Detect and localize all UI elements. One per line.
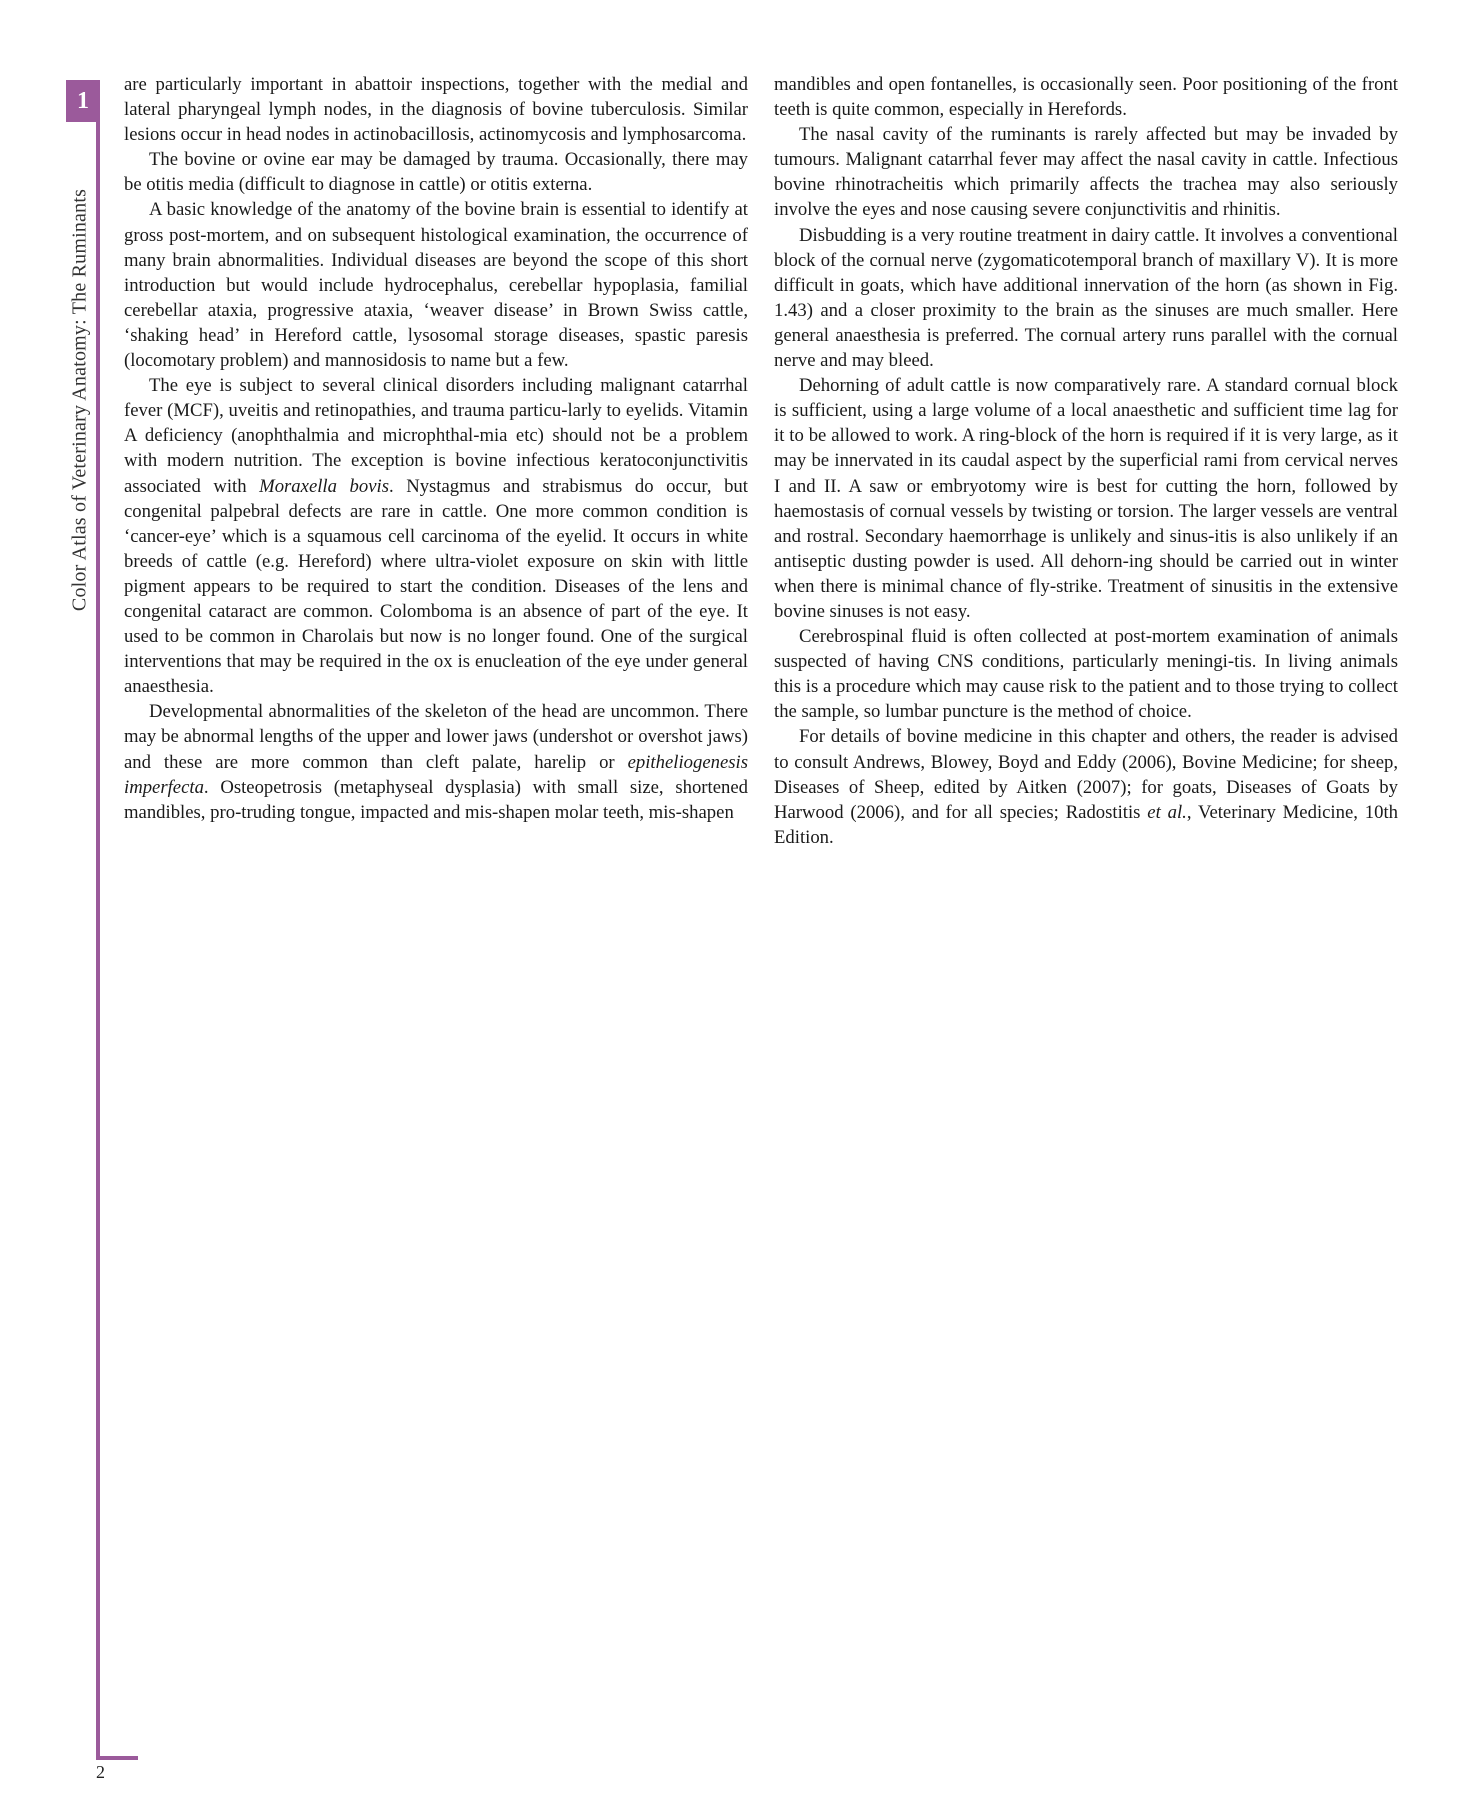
paragraph bbox=[124, 699, 748, 824]
text-run: . Osteopetrosis (metaphyseal dysplasia) with small size, shortened mandibles, pro-truding tongue, impacted and mis-shapen molar teeth, mis-shapen bbox=[124, 776, 748, 823]
page-number: 2 bbox=[96, 1762, 105, 1782]
paragraph: The nasal cavity of the ruminants is rarely affected but may be invaded by tumours. Malignant catarrhal fever may affect the nasal cavity in cattle. Infectious bovine rhinotracheitis which primarily affects the trachea may also seriously involve the eyes and nose causing severe conjunctivitis and rhinitis. bbox=[774, 124, 1398, 221]
italic-term: Moraxella bovis bbox=[259, 475, 389, 497]
chapter-number-badge: 1 bbox=[66, 80, 100, 122]
paragraph: Disbudding is a very routine treatment in dairy cattle. It involves a conventional block of the cornual nerve (zygomaticotemporal branch of maxillary V). It is more difficult in goats, which have additional innervation of the horn (as shown in Fig. 1.43) and a closer proximity to the brain as the sinuses are much smaller. Here general anaesthesia is preferred. The cornual artery runs parallel with the cornual nerve and may bleed. bbox=[774, 224, 1398, 372]
paragraph: are particularly important in abattoir inspections, together with the medial and lateral pharyngeal lymph nodes, in the diagnosis of bovine tuberculosis. Similar lesions occur in head nodes in actinobacillosis, actinomycosis and lymphosarcoma. bbox=[124, 74, 748, 146]
left-text-column bbox=[124, 72, 748, 825]
text-run: The eye is subject to several clinical disorders including malignant catarrhal fever (MCF), uveitis and retinopathies, and trauma particu-larly to eyelids. Vitamin A deficiency (anophthalmia and microphthal-mia etc) should not be a problem with modern nutrition. The exception is bovine infectious keratoconjunctivitis associated with bbox=[124, 375, 748, 497]
text-run: . Nystagmus and strabismus do occur, but congenital palpebral defects are rare in cattle. One more common condition is ‘cancer-eye’ which is a squamous cell carcinoma of the eyelid. It occurs in white breeds of cattle (e.g. Hereford) where ultra-violet exposure on skin with little pigment appears to be required to start the condition. Diseases of the lens and congenital cataract are common. Colomboma is an absence of part of the eye. It used to be common in Charolais but now is no longer found. One of the surgical interventions that may be required in the ox is enucleation of the eye under general anaesthesia. bbox=[124, 475, 748, 698]
paragraph: The bovine or ovine ear may be damaged by trauma. Occasionally, there may be otitis media (difficult to diagnose in cattle) or otitis externa. bbox=[124, 149, 748, 196]
side-margin-rule bbox=[96, 122, 100, 1760]
italic-term: epitheliogenesis imperfecta bbox=[124, 751, 748, 798]
text-run: For details of bovine medicine in this chapter and others, the reader is advised to consult Andrews, Blowey, Boyd and Eddy (2006), Bovine Medicine; for sheep, Diseases of Sheep, edited by Aitken (2007); for goats, Diseases of Goats by Harwood (2006), and for all species; Radostitis bbox=[774, 726, 1398, 823]
text-run: Developmental abnormalities of the skeleton of the head are uncommon. There may be abnormal lengths of the upper and lower jaws (undershot or overshot jaws) and these are more common than cleft palate, harelip or bbox=[124, 701, 748, 773]
bottom-margin-rule bbox=[96, 1756, 138, 1760]
text-run: , Veterinary Medicine, 10th Edition. bbox=[774, 801, 1398, 848]
italic-term: et al. bbox=[1147, 801, 1187, 823]
running-head: Color Atlas of Veterinary Anatomy: The Ruminants bbox=[68, 188, 91, 612]
paragraph bbox=[774, 724, 1398, 849]
paragraph bbox=[124, 373, 748, 699]
paragraph: mandibles and open fontanelles, is occasionally seen. Poor positioning of the front teeth is quite common, especially in Herefords. bbox=[774, 74, 1398, 121]
paragraph: Cerebrospinal fluid is often collected at post-mortem examination of animals suspected of having CNS conditions, particularly meningi-tis. In living animals this is a procedure which may cause risk to the patient and to those trying to collect the sample, so lumbar puncture is the method of choice. bbox=[774, 626, 1398, 723]
paragraph: A basic knowledge of the anatomy of the bovine brain is essential to identify at gross post-mortem, and on subsequent histological examination, the occurrence of many brain abnormalities. Individual diseases are beyond the scope of this short introduction but would include hydrocephalus, cerebellar hypoplasia, familial cerebellar ataxia, progressive ataxia, ‘weaver disease’ in Brown Swiss cattle, ‘shaking head’ in Hereford cattle, lysosomal storage diseases, spastic paresis (locomotary problem) and mannosidosis to name but a few. bbox=[124, 199, 748, 372]
paragraph: Dehorning of adult cattle is now comparatively rare. A standard cornual block is sufficient, using a large volume of a local anaesthetic and sufficient time lag for it to be allowed to work. A ring-block of the horn is required if it is very large, as it may be innervated in its caudal aspect by the superficial rami from cervical nerves I and II. A saw or embryotomy wire is best for cutting the horn, followed by haemostasis of cornual vessels by twisting or torsion. The larger vessels are ventral and rostral. Secondary haemorrhage is unlikely and sinus-itis is also unlikely if an antiseptic dusting powder is used. All dehorn-ing should be carried out in winter when there is minimal chance of fly-strike. Treatment of sinusitis in the extensive bovine sinuses is not easy. bbox=[774, 375, 1398, 622]
right-text-column bbox=[774, 72, 1398, 850]
